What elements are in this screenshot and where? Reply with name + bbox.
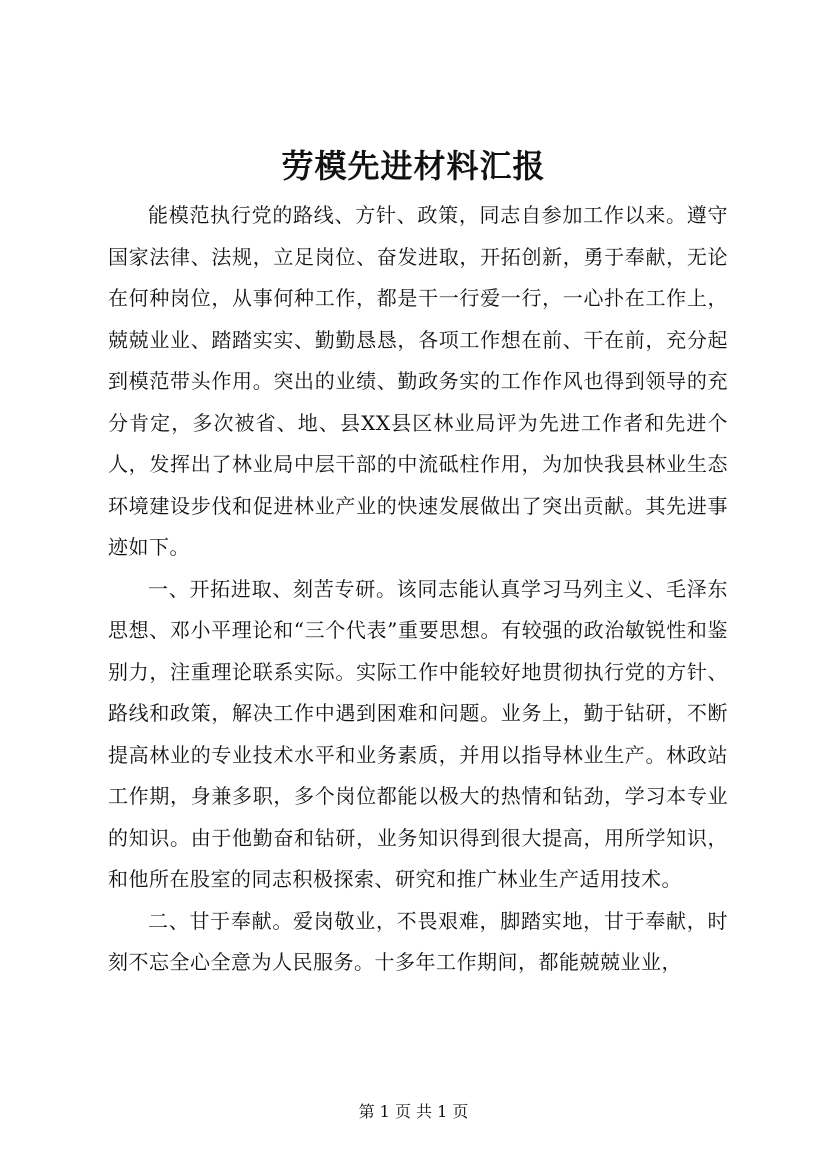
document-title: 劳模先进材料汇报: [281, 147, 546, 185]
paragraph-section-1: 一、开拓进取、刻苦专研。该同志能认真学习马列主义、毛泽东思想、邓小平理论和“三个代表”重要思想。有较强的政治敏锐性和鉴别力，注重理论联系实际。实际工作中能较好地贯彻执行党的方针、路线和政策，解决工作中遇到困难和问题。业务上，勤于钻研，不断提高林业的专业技术水平和业务素质，并用以指导林业生产。林政站工作期，身兼多职，多个岗位都能以极大的热情和钻劲，学习本专业的知识。由于他勤奋和钻研，业务知识得到很大提高，用所学知识，和他所在股室的同志积极探索、研究和推广林业生产适用技术。: [108, 576, 728, 891]
document-body: [108, 195, 728, 984]
paragraph-intro: 能模范执行党的路线、方针、政策，同志自参加工作以来。遵守国家法律、法规，立足岗位、奋发进取，开拓创新，勇于奉献，无论在何种岗位，从事何种工作，都是干一行爱一行，一心扑在工作上，兢兢业业、踏踏实实、勤勤恳恳，各项工作想在前、干在前，充分起到模范带头作用。突出的业绩、勤政务实的工作作风也得到领导的充分肯定，多次被省、地、县XX县区林业局评为先进工作者和先进个人，发挥出了林业局中层干部的中流砥柱作用，为加快我县林业生态环境建设步伐和促进林业产业的快速发展做出了突出贡献。其先进事迹如下。: [108, 203, 728, 559]
page-footer: 第 1 页 共 1 页: [358, 1102, 469, 1121]
paragraph-section-2: 二、甘于奉献。爱岗敬业，不畏艰难，脚踏实地，甘于奉献，时刻不忘全心全意为人民服务。十多年工作期间，都能兢兢业业，: [108, 908, 728, 974]
